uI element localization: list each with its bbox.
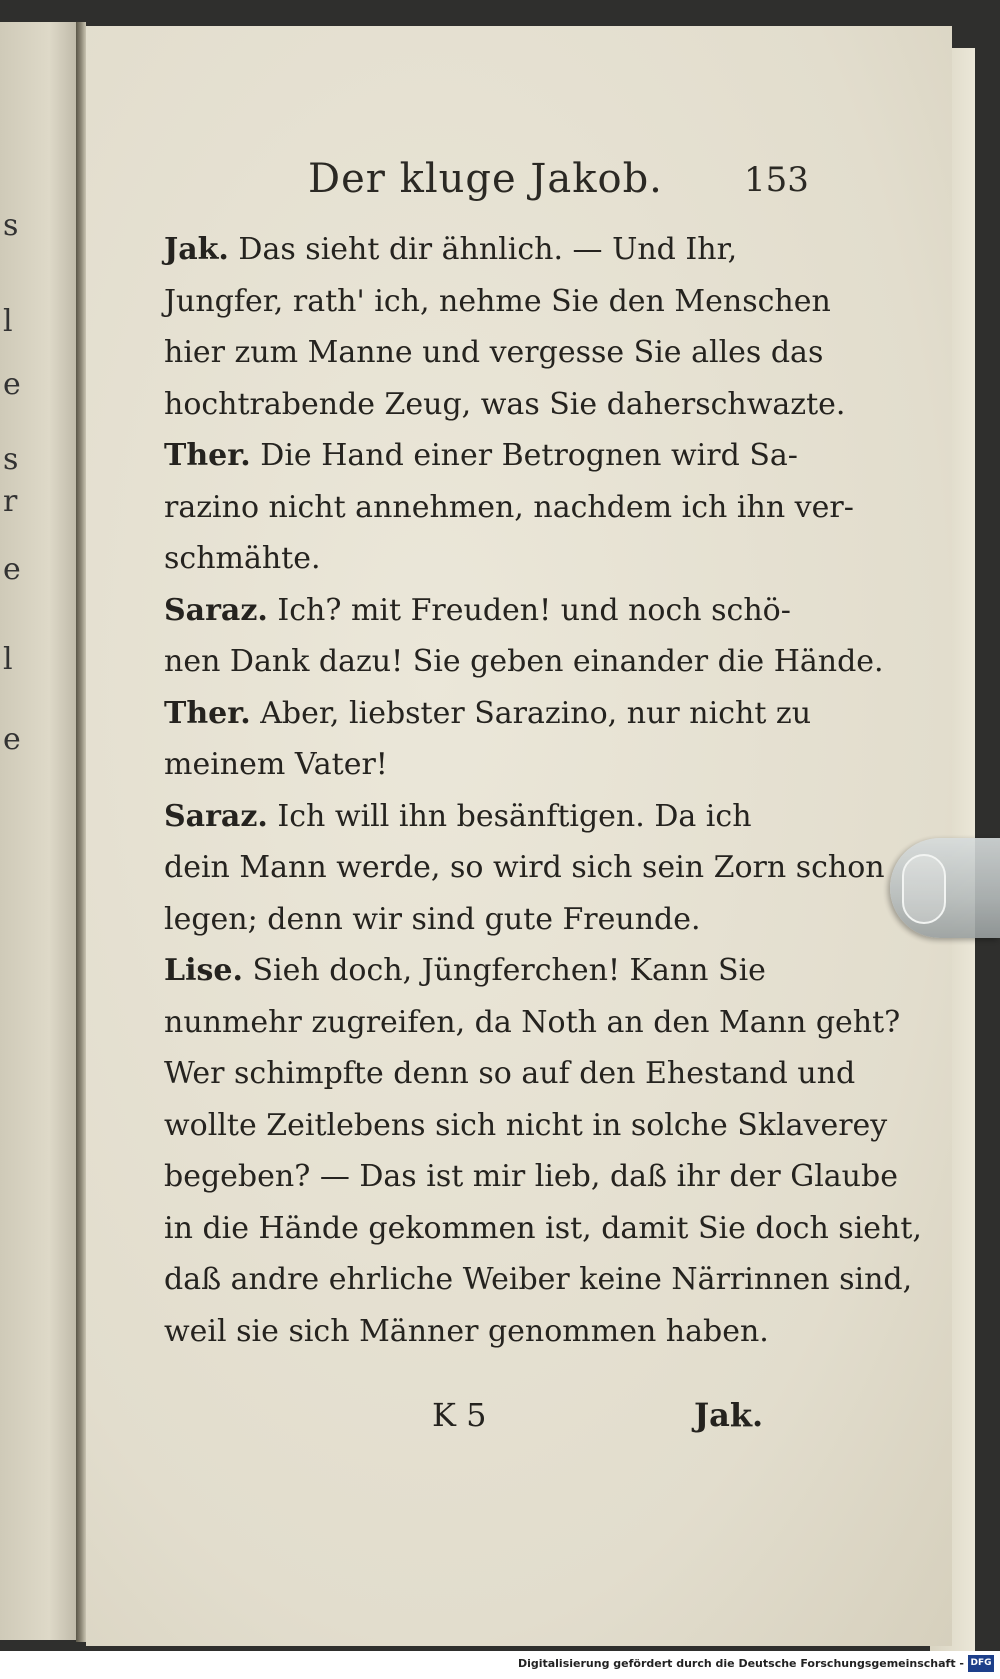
text-line: begeben? — Das ist mir lieb, daß ihr der Glaube [164,1159,898,1194]
digitization-credit: Digitalisierung gefördert durch die Deutsche Forschungsgemeinschaft - [517,1657,964,1670]
speaker-label: Lise. [164,953,243,988]
speaker-label: Saraz. [164,798,268,834]
speaker-label: Ther. [164,695,251,731]
facing-page [0,22,82,1640]
text-line: Saraz. Ich will ihn besänftigen. Da ich [164,798,752,834]
catchword: Jak. [694,1396,764,1434]
text-line: Lise. Sieh doch, Jüngferchen! Kann Sie [164,953,766,988]
facing-page-glyph: s [3,442,19,477]
text-line: in die Hände gekommen ist, damit Sie doch sieht, [164,1210,922,1246]
facing-page-glyph: l [3,642,13,677]
page-footer [86,1396,952,1446]
dialogue-paragraph [126,430,854,585]
text-line: wollte Zeitlebens sich nicht in solche Sklaverey [164,1107,888,1143]
speaker-label: Ther. [164,438,251,473]
text-line: daß andre ehrliche Weiber keine Närrinnen sind, [164,1262,913,1297]
speaker-label: Jak. [164,232,229,267]
facing-page-glyph: s [3,208,19,243]
text-line: legen; denn wir sind gute Freunde. [164,901,701,937]
body-text [126,224,922,1357]
text-line: Wer schimpfte denn so auf den Ehestand und [164,1056,856,1091]
text-line: Saraz. Ich? mit Freuden! und noch schö- [164,592,791,628]
dialogue-paragraph [126,791,885,946]
facing-page-glyph: r [3,484,18,519]
book-page [86,26,952,1646]
facing-page-glyph: l [3,304,13,339]
text-line: Ther. Aber, liebster Sarazino, nur nicht zu [164,695,812,731]
text-line: nunmehr zugreifen, da Noth an den Mann geht? [164,1004,901,1040]
text-line: hier zum Manne und vergesse Sie alles das [164,335,824,370]
text-line: Jak. Das sieht dir ähnlich. — Und Ihr, [164,232,738,267]
facing-page-glyph: e [3,367,21,402]
text-line: Ther. Die Hand einer Betrognen wird Sa- [164,438,798,473]
facing-page-glyph: e [3,722,21,757]
text-line: razino nicht annehmen, nachdem ich ihn ver- [164,489,854,525]
page-holder-clip [890,838,1000,938]
dialogue-paragraph [126,688,846,791]
signature-mark: K 5 [432,1396,487,1434]
text-line: Jungfer, rath' ich, nehme Sie den Menschen [164,283,831,319]
page-number: 153 [744,160,809,200]
facing-page-glyph: e [3,552,21,587]
dialogue-paragraph [126,224,846,430]
text-line: meinem Vater! [164,747,388,782]
text-line: schmähte. [164,541,321,576]
dialogue-paragraph [126,585,884,688]
text-line: dein Mann werde, so wird sich sein Zorn schon [164,850,885,885]
text-line: weil sie sich Männer genommen haben. [164,1313,769,1349]
text-line: nen Dank dazu! Sie geben einander die Hände. [164,644,884,679]
book-gutter [76,22,86,1642]
clip-highlight [902,854,946,924]
page-header [86,156,952,216]
dfg-logo: DFG [968,1655,994,1672]
running-title: Der kluge Jakob. [308,156,663,202]
dialogue-paragraph [126,945,922,1357]
speaker-label: Saraz. [164,592,268,628]
text-line: hochtrabende Zeug, was Sie daherschwazte. [164,386,846,422]
